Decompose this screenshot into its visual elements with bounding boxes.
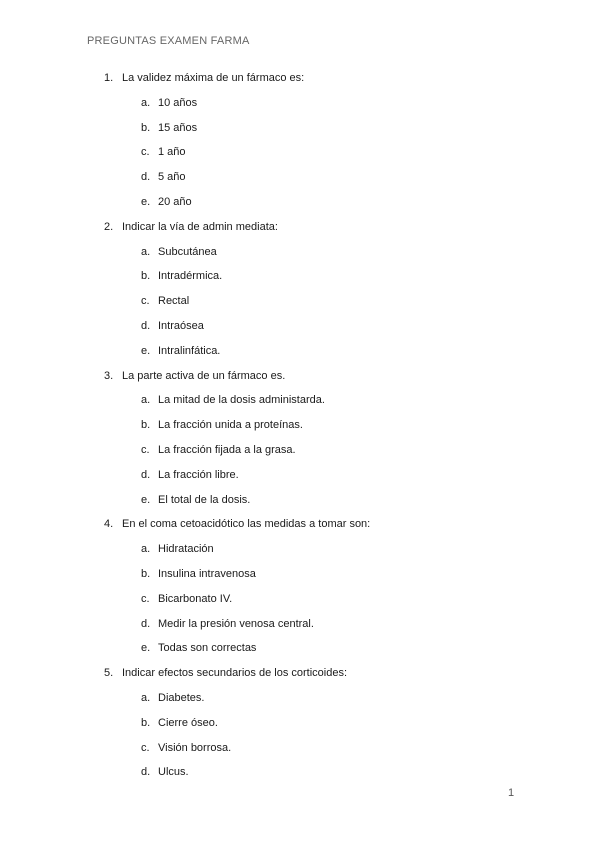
option-text: 5 año bbox=[158, 171, 186, 184]
question-1 bbox=[0, 66, 600, 91]
question-text: Indicar efectos secundarios de los corticoides: bbox=[122, 667, 348, 680]
option-text: 20 año bbox=[158, 195, 192, 208]
question-3 bbox=[0, 364, 600, 389]
question-3-option-d bbox=[0, 463, 600, 488]
option-letter: a. bbox=[141, 691, 151, 704]
option-text: Diabetes. bbox=[158, 691, 205, 704]
option-letter: c. bbox=[141, 295, 150, 308]
question-list bbox=[0, 66, 600, 785]
option-text: La fracción unida a proteínas. bbox=[158, 419, 303, 432]
option-text: Intralinfática. bbox=[158, 344, 221, 357]
option-letter: d. bbox=[141, 617, 151, 630]
question-1-option-c bbox=[0, 140, 600, 165]
question-5-option-b bbox=[0, 711, 600, 736]
option-letter: d. bbox=[141, 766, 151, 779]
question-4-option-d bbox=[0, 612, 600, 637]
option-letter: e. bbox=[141, 344, 151, 357]
option-text: La fracción fijada a la grasa. bbox=[158, 443, 296, 456]
question-2 bbox=[0, 215, 600, 240]
option-letter: a. bbox=[141, 394, 151, 407]
option-letter: c. bbox=[141, 146, 150, 159]
question-1-option-b bbox=[0, 116, 600, 141]
option-letter: c. bbox=[141, 592, 150, 605]
option-text: Medir la presión venosa central. bbox=[158, 617, 314, 630]
question-4-option-c bbox=[0, 587, 600, 612]
question-number: 5. bbox=[104, 667, 114, 680]
option-letter: d. bbox=[141, 468, 151, 481]
question-5-option-a bbox=[0, 686, 600, 711]
option-letter: e. bbox=[141, 642, 151, 655]
option-letter: a. bbox=[141, 96, 151, 109]
option-text: Visión borrosa. bbox=[158, 741, 232, 754]
option-letter: b. bbox=[141, 567, 151, 580]
question-3-option-b bbox=[0, 413, 600, 438]
question-4-option-b bbox=[0, 562, 600, 587]
option-text: Cierre óseo. bbox=[158, 716, 218, 729]
document-header: PREGUNTAS EXAMEN FARMA bbox=[87, 35, 250, 47]
option-text: Subcutánea bbox=[158, 245, 217, 258]
option-letter: c. bbox=[141, 741, 150, 754]
option-letter: a. bbox=[141, 543, 151, 556]
option-letter: e. bbox=[141, 195, 151, 208]
question-number: 4. bbox=[104, 518, 114, 531]
option-text: Insulina intravenosa bbox=[158, 567, 256, 580]
question-3-option-c bbox=[0, 438, 600, 463]
question-3-option-a bbox=[0, 388, 600, 413]
option-text: El total de la dosis. bbox=[158, 493, 251, 506]
question-2-option-c bbox=[0, 289, 600, 314]
option-letter: b. bbox=[141, 716, 151, 729]
question-text: La validez máxima de un fármaco es: bbox=[122, 72, 305, 84]
option-text: La fracción libre. bbox=[158, 468, 239, 481]
option-letter: b. bbox=[141, 121, 151, 134]
question-2-option-a bbox=[0, 240, 600, 265]
option-text: 10 años bbox=[158, 96, 198, 109]
question-5-option-c bbox=[0, 736, 600, 761]
option-text: Ulcus. bbox=[158, 766, 189, 779]
option-text: 1 año bbox=[158, 146, 186, 159]
option-letter: a. bbox=[141, 245, 151, 258]
question-2-option-e bbox=[0, 339, 600, 364]
question-5 bbox=[0, 661, 600, 686]
question-number: 3. bbox=[104, 369, 114, 382]
option-text: Todas son correctas bbox=[158, 642, 257, 655]
option-text: Bicarbonato IV. bbox=[158, 592, 233, 605]
question-1-option-e bbox=[0, 190, 600, 215]
option-text: Intraósea bbox=[158, 319, 204, 332]
option-letter: b. bbox=[141, 270, 151, 283]
option-letter: e. bbox=[141, 493, 151, 506]
option-text: Hidratación bbox=[158, 543, 214, 556]
option-text: 15 años bbox=[158, 121, 198, 134]
question-text: Indicar la vía de admin mediata: bbox=[122, 220, 278, 233]
question-4-option-e bbox=[0, 636, 600, 661]
question-4-option-a bbox=[0, 537, 600, 562]
page-number: 1 bbox=[508, 787, 515, 799]
question-number: 2. bbox=[104, 220, 114, 233]
option-text: Rectal bbox=[158, 295, 190, 308]
option-letter: b. bbox=[141, 419, 151, 432]
option-letter: c. bbox=[141, 443, 150, 456]
question-1-option-a bbox=[0, 91, 600, 116]
option-text: La mitad de la dosis administarda. bbox=[158, 394, 325, 407]
question-2-option-b bbox=[0, 264, 600, 289]
question-text: La parte activa de un fármaco es. bbox=[122, 369, 286, 382]
question-3-option-e bbox=[0, 488, 600, 513]
question-text: En el coma cetoacidótico las medidas a tomar son: bbox=[122, 518, 371, 531]
option-letter: d. bbox=[141, 319, 151, 332]
question-4 bbox=[0, 512, 600, 537]
option-letter: d. bbox=[141, 171, 151, 184]
option-text: Intradérmica. bbox=[158, 270, 223, 283]
question-number: 1. bbox=[104, 72, 114, 84]
question-5-option-d bbox=[0, 760, 600, 785]
question-1-option-d bbox=[0, 165, 600, 190]
question-2-option-d bbox=[0, 314, 600, 339]
